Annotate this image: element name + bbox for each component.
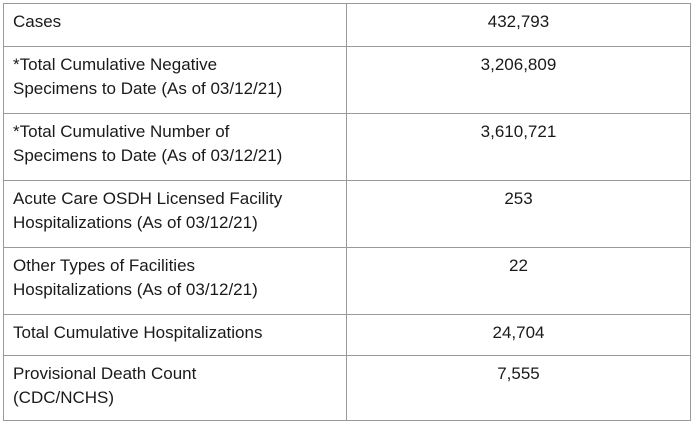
row-value: 24,704 — [492, 323, 545, 342]
covid-statistics-table — [3, 3, 691, 421]
row-label: Provisional Death Count (CDC/NCHS) — [13, 364, 197, 407]
row-label: Acute Care OSDH Licensed Facility Hospitalizations (As of 03/12/21) — [13, 189, 283, 232]
table-row — [4, 248, 691, 315]
row-label: Cases — [13, 12, 62, 31]
row-value: 432,793 — [487, 12, 550, 31]
row-value-cell — [347, 315, 691, 356]
row-label-cell — [4, 181, 347, 248]
row-value-cell — [347, 114, 691, 181]
row-label-cell — [4, 47, 347, 114]
row-value-cell — [347, 47, 691, 114]
row-value: 3,610,721 — [480, 122, 557, 141]
row-label: Other Types of Facilities Hospitalizations (As of 03/12/21) — [13, 256, 258, 299]
row-value-cell — [347, 4, 691, 47]
row-label: *Total Cumulative Negative Specimens to Date (As of 03/12/21) — [13, 55, 283, 98]
table-row — [4, 47, 691, 114]
row-value: 253 — [504, 189, 533, 208]
table-row — [4, 4, 691, 47]
row-label-cell — [4, 248, 347, 315]
row-label-cell — [4, 315, 347, 356]
table-row — [4, 114, 691, 181]
table-row — [4, 356, 691, 421]
row-label-cell — [4, 4, 347, 47]
row-label: Total Cumulative Hospitalizations — [13, 323, 263, 342]
row-value-cell — [347, 248, 691, 315]
row-label-cell — [4, 356, 347, 421]
row-label-cell — [4, 114, 347, 181]
row-value: 22 — [509, 256, 528, 275]
row-value: 3,206,809 — [480, 55, 557, 74]
row-value: 7,555 — [497, 364, 540, 383]
table-row — [4, 181, 691, 248]
row-value-cell — [347, 181, 691, 248]
row-label: *Total Cumulative Number of Specimens to Date (As of 03/12/21) — [13, 122, 283, 165]
row-value-cell — [347, 356, 691, 421]
table-row — [4, 315, 691, 356]
